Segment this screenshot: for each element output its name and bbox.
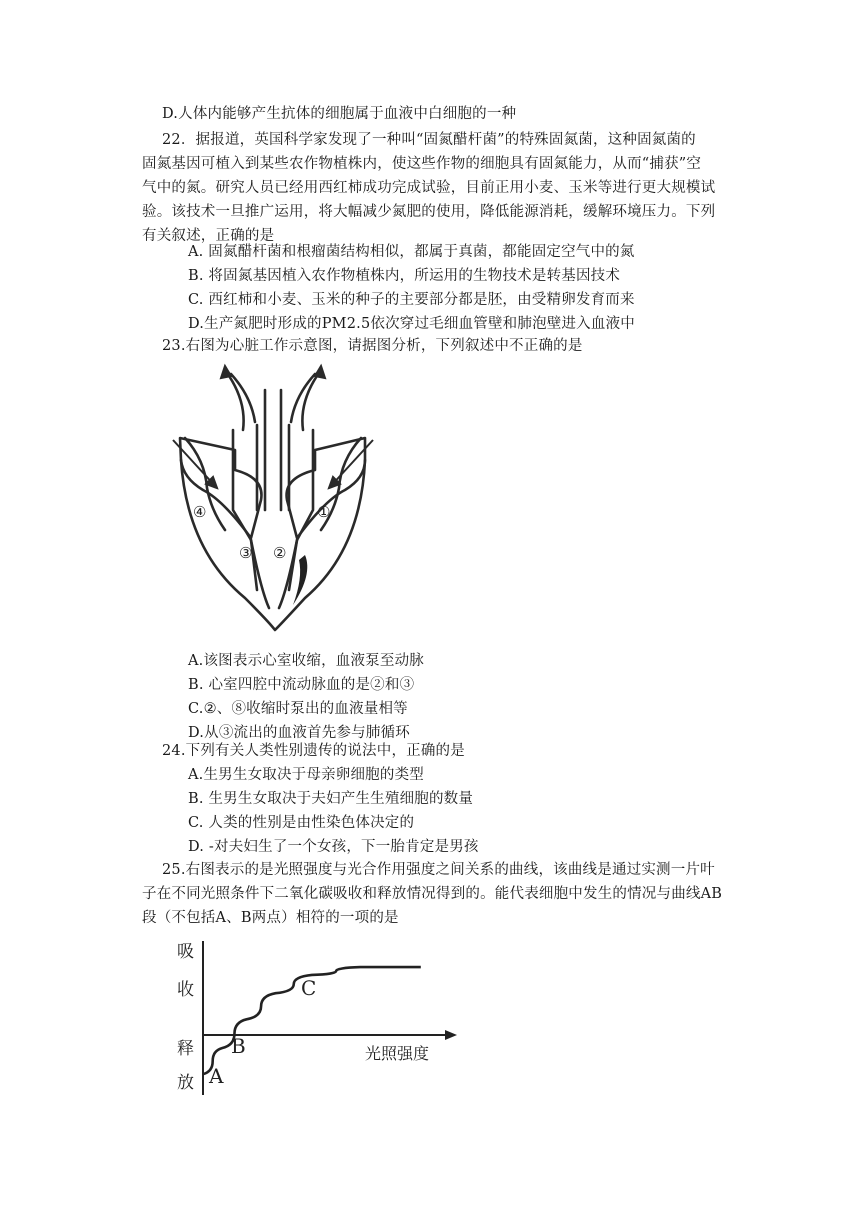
- q23-option-c: C.②、⑧收缩时泵出的血液量相等: [188, 701, 408, 717]
- q22-option-a: A. 固氮醋杆菌和根瘤菌结构相似，都属于真菌，都能固定空气中的氮: [188, 244, 635, 260]
- light-intensity-chart: [165, 935, 475, 1100]
- heart-diagram: [165, 360, 380, 640]
- chart-ylabel-lower-2: 放: [177, 1073, 194, 1093]
- q22-option-b: B. 将固氮基因植入农作物植株内，所运用的生物技术是转基因技术: [188, 268, 621, 284]
- q23-option-d: D.从③流出的血液首先参与肺循环: [188, 725, 410, 741]
- q25-stem-line-1: 25.右图表示的是光照强度与光合作用强度之间关系的曲线，该曲线是通过实测一片叶: [162, 862, 715, 878]
- chart-ylabel-upper-1: 吸: [177, 942, 194, 962]
- q22-option-d: D.生产氮肥时形成的PM2.5依次穿过毛细血管壁和肺泡壁进入血液中: [188, 316, 635, 332]
- chart-x-axis-arrow: [445, 1030, 457, 1040]
- q22-stem-line-2: 固氮基因可植入到某些农作物植株内，使这些作物的细胞具有固氮能力，从而“捕获”空: [142, 156, 702, 172]
- chart-xlabel: 光照强度: [365, 1044, 430, 1063]
- chart-point-label-a: A: [209, 1064, 224, 1088]
- heart-label-4: ④: [193, 503, 207, 521]
- chart-point-label-b: B: [231, 1034, 246, 1058]
- q24-option-a: A.生男生女取决于母亲卵细胞的类型: [188, 767, 424, 783]
- q22-option-c: C. 西红柿和小麦、玉米的种子的主要部分都是胚，由受精卵发育而来: [188, 292, 635, 308]
- q25-stem-line-2: 子在不同光照条件下二氧化碳吸收和释放情况得到的。能代表细胞中发生的情况与曲线AB: [142, 886, 723, 902]
- heart-label-1: ①: [317, 503, 331, 521]
- q22-stem-line-1: 22．据报道，英国科学家发现了一种叫“固氮醋杆菌”的特殊固氮菌，这种固氮菌的: [162, 132, 696, 148]
- q24-option-b: B. 生男生女取决于夫妇产生生殖细胞的数量: [188, 791, 474, 807]
- q23-option-a: A.该图表示心室收缩，血液泵至动脉: [188, 653, 424, 669]
- q23-stem: 23.右图为心脏工作示意图，请据图分析，下列叙述中不正确的是: [162, 338, 583, 354]
- q24-stem: 24.下列有关人类性别遗传的说法中，正确的是: [162, 743, 465, 759]
- q22-stem-line-4: 验。该技术一旦推广运用，将大幅减少氮肥的使用，降低能源消耗，缓解环境压力。下列: [142, 204, 716, 220]
- q22-stem-line-5: 有关叙述，正确的是: [142, 228, 275, 244]
- chart-ylabel-lower-1: 释: [177, 1039, 194, 1059]
- heart-label-3: ③: [239, 544, 253, 562]
- prev-option-d: D.人体内能够产生抗体的细胞属于血液中白细胞的一种: [162, 106, 517, 122]
- q24-option-d: D. -对夫妇生了一个女孩，下一胎肯定是男孩: [188, 839, 479, 855]
- q22-stem-line-3: 气中的氮。研究人员已经用西红柿成功完成试验，目前正用小麦、玉米等进行更大规模试: [142, 180, 716, 196]
- q24-option-c: C. 人类的性别是由性染色体决定的: [188, 815, 415, 831]
- q25-stem-line-3: 段（不包括A、B两点）相符的一项的是: [142, 910, 399, 926]
- q23-option-b: B. 心室四腔中流动脉血的是②和③: [188, 677, 415, 693]
- heart-label-2: ②: [273, 544, 287, 562]
- chart-point-label-c: C: [301, 976, 317, 1000]
- chart-ylabel-upper-2: 收: [177, 980, 194, 1000]
